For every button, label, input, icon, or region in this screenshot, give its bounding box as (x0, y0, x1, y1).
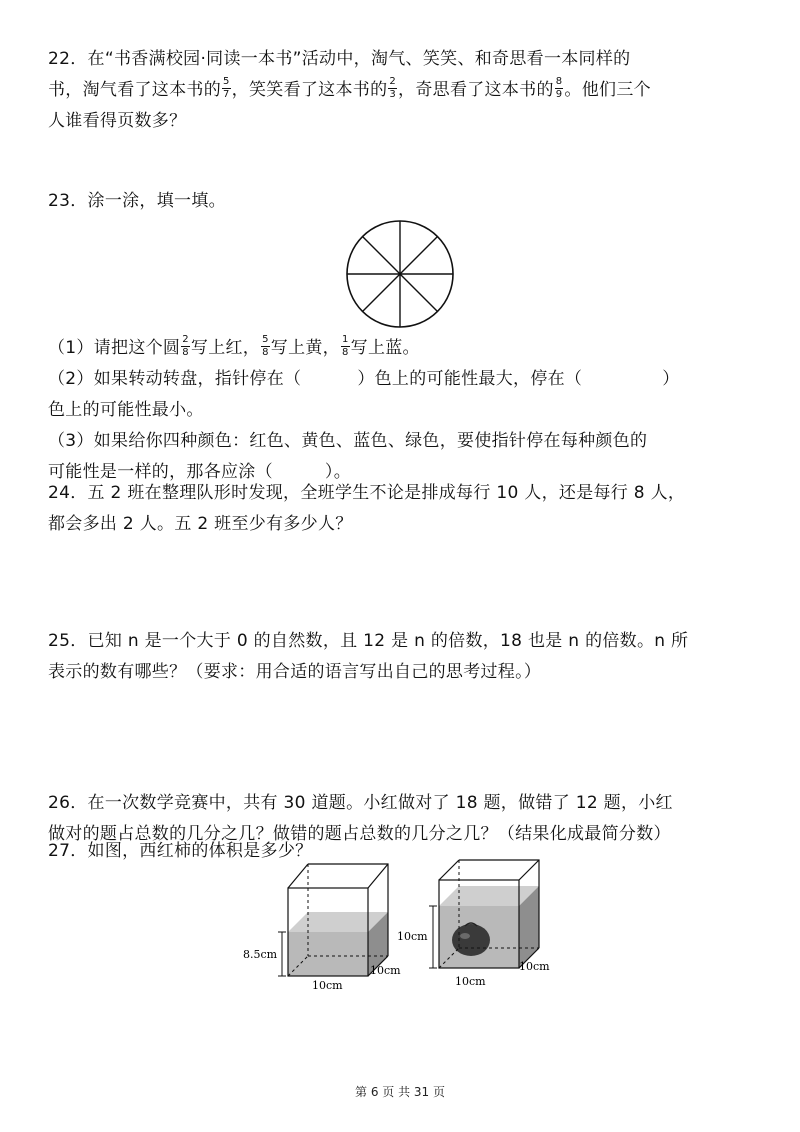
fraction-2-3: $\frac{2}{3}$ (389, 75, 397, 100)
water-front (288, 932, 368, 976)
q25-line-2: 表示的数有哪些？（要求：用合适的语言写出自己的思考过程。） (48, 662, 542, 682)
question-25 (48, 626, 760, 688)
fraction-8-9: $\frac{8}{9}$ (555, 75, 563, 100)
q25-line-1: 25．已知 n 是一个大于 0 的自然数，且 12 是 n 的倍数，18 也是 n 的倍数。n 所 (48, 631, 689, 651)
question-23-parts (48, 333, 760, 488)
q22-line-2 (48, 75, 760, 106)
q26-line-2: 做对的题占总数的几分之几？做错的题占总数的几分之几？（结果化成最简分数） (48, 824, 671, 844)
q27-title: 27．如图，西红柿的体积是多少？ (48, 841, 313, 861)
q23-part-2-cont: 色上的可能性最小。 (48, 400, 204, 420)
spinner-circle-diagram (344, 218, 456, 330)
q23-part-3-cont: 可能性是一样的，那各应涂（ ）。 (48, 462, 352, 482)
q23-title: 23．涂一涂，填一填。 (48, 191, 226, 211)
fraction-5-8: $\frac{5}{8}$ (262, 333, 269, 358)
page-footer: 第 6 页 共 31 页 (355, 1085, 445, 1099)
q24-line-2: 都会多出 2 人。五 2 班至少有多少人？ (48, 514, 353, 534)
container-water-diagram (240, 860, 410, 992)
q23-part-2: （2）如果转动转盘，指针停在（ ）色上的可能性最大，停在（ ） (48, 369, 680, 389)
label-width: 10cm (312, 979, 343, 992)
fraction-2-8: $\frac{2}{8}$ (182, 333, 189, 358)
tomato-icon (452, 924, 490, 956)
container-tomato-diagram (395, 858, 565, 992)
q23-part-3: （3）如果给你四种颜色：红色、黄色、蓝色、绿色，要使指针停在每种颜色的 (48, 431, 648, 451)
label-height: 8.5cm (243, 948, 278, 961)
label-depth: 10cm (519, 960, 550, 973)
q22-line-3: 人谁看得页数多？ (48, 111, 187, 131)
q26-line-1: 26．在一次数学竞赛中，共有 30 道题。小红做对了 18 题，做错了 12 题，小红 (48, 793, 673, 813)
q22-text: ，笑笑看了这本书的 (231, 80, 388, 100)
label-width: 10cm (455, 975, 486, 988)
label-depth: 10cm (370, 964, 401, 977)
q22-text: 。他们三个 (564, 80, 651, 100)
fraction-1-8: $\frac{1}{8}$ (341, 333, 349, 358)
question-23-title (48, 186, 760, 217)
q22-line-1: 22．在“书香满校园·同读一本书”活动中，淘气、笑笑、和奇思看一本同样的 (48, 49, 631, 69)
question-22 (48, 44, 760, 137)
q24-line-1: 24．五 2 班在整理队形时发现，全班学生不论是排成每行 10 人，还是每行 8 人， (48, 483, 686, 503)
q23-part-1: （1）请把这个圆 $\frac{2}{8}$ 写上红， $\frac{5}{8}$ 写上黄， $\frac{1}{8}$ 写上蓝。 (48, 333, 420, 358)
label-height: 10cm (397, 930, 428, 943)
q22-text: ，奇思看了这本书的 (398, 80, 554, 100)
question-24 (48, 478, 760, 540)
fraction-5-7: $\frac{5}{7}$ (223, 75, 230, 100)
q22-text: 书，淘气看了这本书的 (48, 80, 221, 100)
